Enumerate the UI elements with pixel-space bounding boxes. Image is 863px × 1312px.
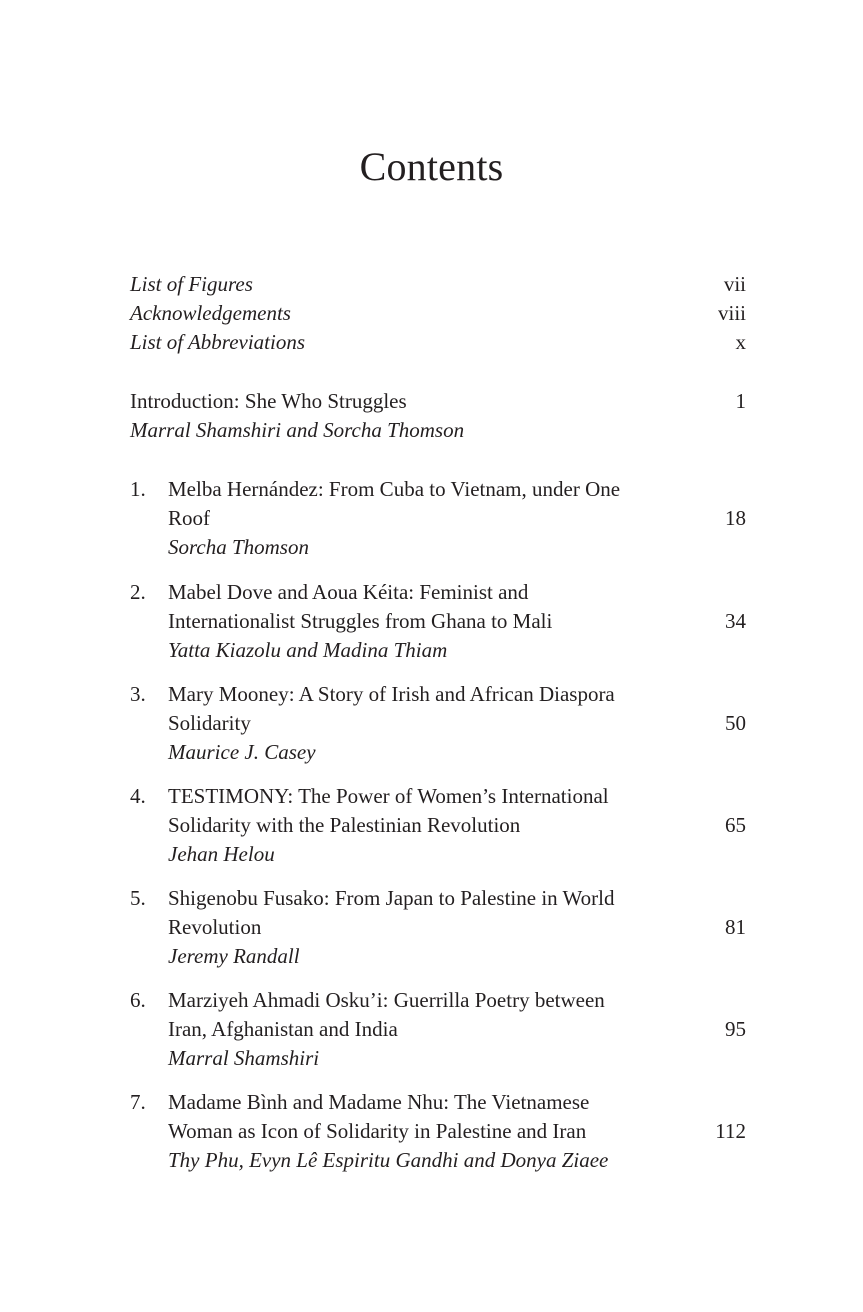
toc-entry-chapter-7[interactable] (130, 1088, 746, 1175)
chapter-authors: Sorcha Thomson (168, 535, 309, 559)
chapter-page: 65 (725, 813, 746, 837)
toc-entry-chapter-3[interactable] (130, 680, 746, 767)
chapter-authors: Thy Phu, Evyn Lê Espiritu Gandhi and Donya Ziaee (168, 1148, 609, 1172)
front-matter-list (130, 270, 746, 357)
toc-entry-title: Acknowledgements (130, 301, 291, 325)
chapter-page: 50 (725, 711, 746, 735)
chapter-title-line-1: Mary Mooney: A Story of Irish and African Diaspora (168, 682, 615, 706)
chapter-page: 34 (725, 609, 746, 633)
toc-entry-list-of-abbreviations[interactable] (130, 328, 746, 357)
chapter-number: 7. (130, 1090, 146, 1114)
toc-entry-page: vii (723, 272, 746, 296)
toc-entry-title: List of Abbreviations (130, 330, 306, 354)
chapter-title-line-2: Iran, Afghanistan and India (168, 1017, 398, 1041)
chapter-title-line-2: Revolution (168, 915, 262, 939)
toc-entry-introduction[interactable] (130, 387, 746, 445)
toc-entry-list-of-figures[interactable] (130, 270, 746, 299)
chapter-title-line-1: Melba Hernández: From Cuba to Vietnam, under One (168, 477, 621, 501)
chapter-page: 18 (725, 506, 746, 530)
chapter-authors: Maurice J. Casey (168, 740, 316, 764)
toc-entry-page: 1 (735, 389, 746, 413)
chapter-number: 1. (130, 477, 146, 501)
chapter-authors: Jehan Helou (168, 842, 275, 866)
toc-entry-chapter-1[interactable] (130, 475, 746, 562)
page-title: Contents (359, 143, 504, 189)
chapter-title-line-2: Roof (168, 506, 210, 530)
toc-entry-chapter-5[interactable] (130, 884, 746, 971)
chapter-title-line-1: TESTIMONY: The Power of Women’s International (168, 784, 609, 808)
chapter-title-line-1: Shigenobu Fusako: From Japan to Palestine in World (168, 886, 615, 910)
chapter-number: 3. (130, 682, 146, 706)
chapter-title-line-2: Internationalist Struggles from Ghana to Mali (168, 609, 553, 633)
chapter-title-line-2: Solidarity (168, 711, 251, 735)
chapter-title-line-2: Solidarity with the Palestinian Revolution (168, 813, 521, 837)
chapter-number: 5. (130, 886, 146, 910)
toc-entry-title: Introduction: She Who Struggles (130, 389, 407, 413)
chapter-page: 81 (725, 915, 746, 939)
chapter-authors: Marral Shamshiri (168, 1046, 320, 1070)
chapter-number: 6. (130, 988, 146, 1012)
toc-entry-chapter-2[interactable] (130, 578, 746, 665)
chapter-number: 2. (130, 580, 146, 604)
toc-entry-acknowledgements[interactable] (130, 299, 746, 328)
chapter-page: 95 (725, 1017, 746, 1041)
chapter-authors: Jeremy Randall (168, 944, 300, 968)
chapter-title-line-1: Mabel Dove and Aoua Kéita: Feminist and (168, 580, 529, 604)
toc-entry-page: viii (717, 301, 746, 325)
chapter-page: 112 (715, 1119, 746, 1143)
toc-entry-authors: Marral Shamshiri and Sorcha Thomson (130, 418, 465, 442)
toc-entry-chapter-4[interactable] (130, 782, 746, 869)
toc-entry-page: x (735, 330, 746, 354)
chapter-authors: Yatta Kiazolu and Madina Thiam (168, 638, 448, 662)
chapter-title-line-1: Marziyeh Ahmadi Osku’i: Guerrilla Poetry between (168, 988, 605, 1012)
chapter-title-line-2: Woman as Icon of Solidarity in Palestine and Iran (168, 1119, 587, 1143)
chapter-title-line-1: Madame Bình and Madame Nhu: The Vietnamese (168, 1090, 590, 1114)
chapter-number: 4. (130, 784, 146, 808)
toc-entry-chapter-6[interactable] (130, 986, 746, 1073)
toc-entry-title: List of Figures (130, 272, 253, 296)
